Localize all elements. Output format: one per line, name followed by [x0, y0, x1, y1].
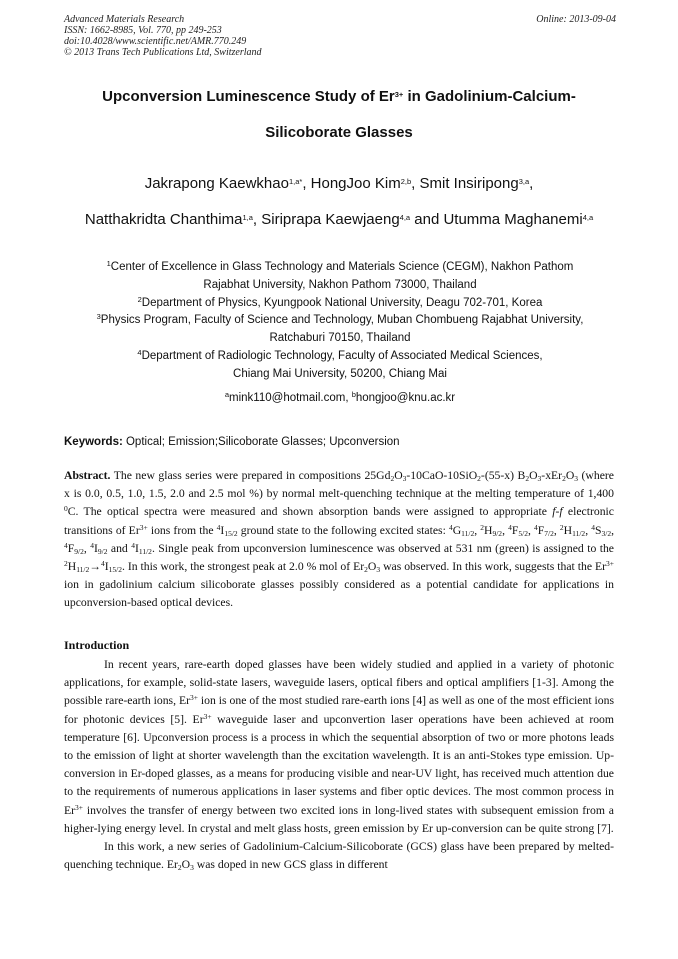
author-aff: 4,a: [399, 213, 411, 222]
journal-header: [64, 14, 616, 58]
subscript: 2: [390, 474, 395, 483]
superscript: 3+: [606, 559, 614, 569]
spectroscopic-state: [591, 524, 611, 537]
abstract-text: ions from the: [147, 523, 217, 537]
spectroscopic-state: [90, 542, 107, 555]
author-emails: [50, 390, 630, 406]
journal-doi: doi:10.4028/www.scientific.net/AMR.770.249: [64, 36, 247, 47]
section-heading-introduction: Introduction: [64, 638, 130, 652]
affiliation-text: Department of Physics, Kyungpook National University, Deagu 702-701, Korea: [141, 296, 543, 309]
subscript: 2: [525, 474, 530, 483]
author-name: Siriprapa Kaewjaeng: [261, 211, 400, 228]
superscript: 3+: [139, 522, 148, 532]
email-b[interactable]: hongjoo@knu.ac.kr: [355, 392, 456, 404]
keywords-label: Keywords:: [64, 436, 123, 448]
abstract-text: . Single peak from upconversion luminescence was observed at 531 nm (green) is assigned to the: [151, 541, 614, 555]
keywords-text: Optical; Emission;Silicoborate Glasses; Upconversion: [122, 436, 400, 448]
title-part1: Upconversion Luminescence Study of Er: [102, 88, 395, 105]
state-symbol: F: [67, 541, 75, 555]
intro-text: ion is one of the most studied rare-earth ions [4] as well as one of the most efficient ions for photonic devices [5]. Er: [64, 694, 615, 726]
state-multiplicity: 4: [534, 522, 538, 532]
affiliation-2: [50, 295, 630, 313]
author-aff: 1,a*: [288, 177, 303, 186]
subscript: 3: [574, 474, 579, 483]
author-and: and: [410, 211, 444, 228]
state-multiplicity: 4: [90, 540, 94, 550]
authors-line2: [34, 211, 644, 229]
abstract-text: O: [394, 469, 403, 482]
intro-text: waveguide laser and upconvertion laser operations have been achieved at room temperature [6]. Upconversion process is a process in which the sequential absorption of two or more photons leads to the emission of light at shorter wavelength than the excitation wavelength. It is an anti-Stokes type emission. Up-conversion in Er-doped glasses, as a means for producing visible and near-UV light, has received much attention due to the requirements of numerous applications in laser systems and fiber optic devices. The most common process in Er: [64, 712, 614, 817]
abstract-text: O: [529, 469, 538, 482]
subscript: 2: [177, 863, 182, 873]
subscript: 2: [477, 474, 481, 483]
author-aff: 2,b: [400, 177, 412, 186]
superscript: 0: [64, 504, 68, 514]
author-sep: ,: [411, 175, 420, 192]
abstract-text: (where x is 0.0, 0.5, 1.0, 1.5, 2.0 and 2.5 mol %) by normal melt-quenching technique at the melting temperature of 1,400: [64, 469, 614, 501]
title-part2: in Gadolinium-Calcium-: [403, 88, 576, 105]
author-sep: ,: [252, 211, 262, 228]
state-symbol: F: [511, 523, 519, 537]
email-a[interactable]: mink110@hotmail.com: [229, 392, 346, 404]
affiliation-3: [50, 312, 630, 348]
author-name: Smit Insiripong: [419, 175, 519, 192]
affiliation-text: Center of Excellence in Glass Technology and Materials Science (CEGM), Nakhon Pathom: [110, 261, 574, 273]
subscript: 3: [537, 474, 542, 483]
state-j: 7/2: [544, 528, 554, 538]
author-sep: ,: [529, 175, 534, 192]
state-symbol: H: [563, 523, 573, 537]
author-sep: ,: [302, 175, 311, 192]
affiliation-num: 4: [137, 347, 142, 357]
abstract-text: electronic transitions of Er: [64, 505, 614, 537]
superscript: 4: [216, 522, 221, 532]
author-name: Utumma Maghanemi: [443, 211, 583, 228]
state-symbol: H: [484, 523, 493, 537]
affiliation-text: Department of Radiologic Technology, Faculty of Associated Medical Sciences,: [141, 349, 543, 362]
state-multiplicity: 4: [64, 540, 68, 550]
intro-text: In recent years, rare-earth doped glasses have been widely studied and applied in a variety of photonic applications, for example, solid-state lasers, waveguide lasers, optical fibers and optical amplifiers [1-3]. Among the possible rare-earth ions, Er: [64, 658, 614, 708]
state-multiplicity: 2: [559, 522, 564, 532]
spectroscopic-state: [508, 524, 528, 537]
paper-title-line2: Silicoborate Glasses: [265, 124, 413, 141]
intro-text: involves the transfer of energy between two excited ions in long-lived states with subsequent emission from a higher-lying energy level. In crystal and melt glass hosts, green emission by Er up-conversion can be quite strong [7].: [64, 803, 614, 835]
subscript: 3: [376, 565, 381, 575]
abstract-text: -10CaO-10SiO: [406, 469, 478, 482]
subscript: 15/2: [108, 565, 122, 575]
abstract-text: ion in gadolinium calcium silicoborate glasses possibly considered as a potential candidate for applications in upconversion-based optical devices.: [64, 578, 614, 610]
superscript: 3+: [203, 711, 212, 721]
affiliation-num: 3: [96, 312, 101, 322]
affiliation-num: 2: [137, 294, 142, 304]
affiliation-1: [50, 259, 630, 295]
state-multiplicity: 4: [591, 522, 595, 532]
subscript: 15/2: [224, 528, 238, 538]
abstract-text: I: [104, 560, 109, 574]
affiliation-num: 1: [106, 259, 111, 268]
abstract-text: -(55-x) B: [480, 469, 526, 482]
subscript: 3: [402, 474, 407, 483]
author-aff: 3,a: [518, 177, 530, 186]
intro-text: was doped in new GCS glass in different: [193, 858, 388, 872]
abstract-label: Abstract.: [64, 469, 111, 482]
state-j: 3/2: [601, 528, 612, 538]
abstract-text: The new glass series were prepared in compositions 25Gd: [110, 469, 391, 482]
state-j: 9/2: [492, 528, 503, 538]
state-multiplicity: 4: [448, 522, 453, 532]
subscript: 3: [190, 863, 194, 873]
state-symbol: I: [134, 541, 139, 555]
state-multiplicity: 4: [508, 522, 512, 532]
abstract-text: -xEr: [541, 469, 563, 482]
paper-title: [44, 88, 634, 106]
author-name: Jakrapong Kaewkhao: [144, 175, 289, 192]
email-mark: b: [351, 390, 356, 399]
affiliation-text: Rajabhat University, Nakhon Pathom 73000, Thailand: [203, 278, 477, 291]
subscript: 2: [364, 565, 368, 575]
state-symbol: S: [594, 523, 602, 537]
affiliations: [50, 259, 630, 384]
state-j: 11/2: [572, 528, 586, 538]
author-aff: 1,a: [242, 213, 253, 222]
spectroscopic-state: [449, 524, 474, 537]
state-symbol: F: [537, 523, 545, 537]
subscript: 11/2: [76, 565, 90, 575]
affiliation-text: Ratchaburi 70150, Thailand: [269, 332, 411, 345]
title-sup: 3+: [394, 90, 404, 99]
keywords: [64, 434, 624, 450]
intro-text: O: [181, 858, 191, 872]
spectroscopic-state: [560, 524, 585, 537]
superscript: 3+: [190, 693, 198, 703]
state-multiplicity: 2: [480, 522, 485, 532]
affiliation-4: [50, 348, 630, 384]
intro-text: In this work, a new series of Gadolinium-Calcium-Silicoborate (GCS) glass have been prepared by melted-quenching technique. Er: [64, 840, 614, 872]
spectroscopic-state: [534, 524, 554, 537]
abstract-text: H: [67, 560, 77, 574]
state-symbol: G: [452, 523, 462, 537]
abstract-text: was observed. In this work, suggests that the Er: [380, 560, 607, 574]
author-name: HongJoo Kim: [310, 175, 401, 192]
abstract-text: O: [367, 560, 377, 574]
abstract-italic: f-f: [552, 505, 563, 519]
affiliation-text: Physics Program, Faculty of Science and Technology, Muban Chombueng Rajabhat University,: [100, 314, 584, 327]
abstract-text: I: [220, 523, 225, 537]
state-j: 11/2: [461, 528, 475, 538]
superscript: 4: [100, 559, 105, 569]
state-symbol: I: [93, 541, 98, 555]
intro-paragraph-2: [64, 838, 614, 874]
superscript: 3+: [75, 802, 84, 812]
abstract-text: O: [565, 469, 575, 482]
journal-copyright: © 2013 Trans Tech Publications Ltd, Switzerland: [64, 47, 262, 58]
author-aff: 4,a: [582, 213, 594, 222]
authors-line1: [34, 175, 644, 193]
state-j: 5/2: [518, 528, 528, 538]
email-sep: ,: [345, 392, 352, 404]
online-date: Online: 2013-09-04: [536, 14, 616, 25]
intro-paragraph-1: [64, 656, 614, 838]
superscript: 2: [64, 559, 68, 569]
abstract: [64, 467, 614, 613]
spectroscopic-state: [131, 542, 152, 555]
abstract-text: . In this work, the strongest peak at 2.0 % mol of Er: [121, 560, 365, 574]
spectroscopic-state: [64, 542, 84, 555]
abstract-text: ground state to the following excited states:: [237, 523, 449, 537]
excited-states-list: $^4G_{11/2}$, $^2H_{9/2}$, $^4F_{5/2}$, $^4F_{7/2}$, $^2H_{11/2}$, $^4S_{3/2}$, $^4F_{9/2}$, $^4I_{9/2}$ and $^4I_{11/2}$: [64, 522, 615, 556]
affiliation-text: Chiang Mai University, 50200, Chiang Mai: [233, 367, 447, 380]
journal-name: Advanced Materials Research: [64, 14, 185, 25]
arrow: →: [89, 560, 101, 574]
state-j: 9/2: [74, 546, 84, 556]
state-j: 11/2: [138, 546, 152, 556]
state-multiplicity: 4: [131, 540, 135, 550]
email-mark: a: [224, 390, 230, 399]
state-j: 9/2: [97, 546, 108, 556]
introduction-body: [64, 656, 614, 874]
abstract-text: C. The optical spectra were measured and shown absorption bands were assigned to appropriate: [67, 505, 553, 519]
subscript: 2: [562, 474, 566, 483]
author-name: Natthakridta Chanthima: [84, 211, 243, 228]
spectroscopic-state: [480, 524, 502, 537]
journal-issn: ISSN: 1662-8985, Vol. 770, pp 249-253: [64, 25, 222, 36]
